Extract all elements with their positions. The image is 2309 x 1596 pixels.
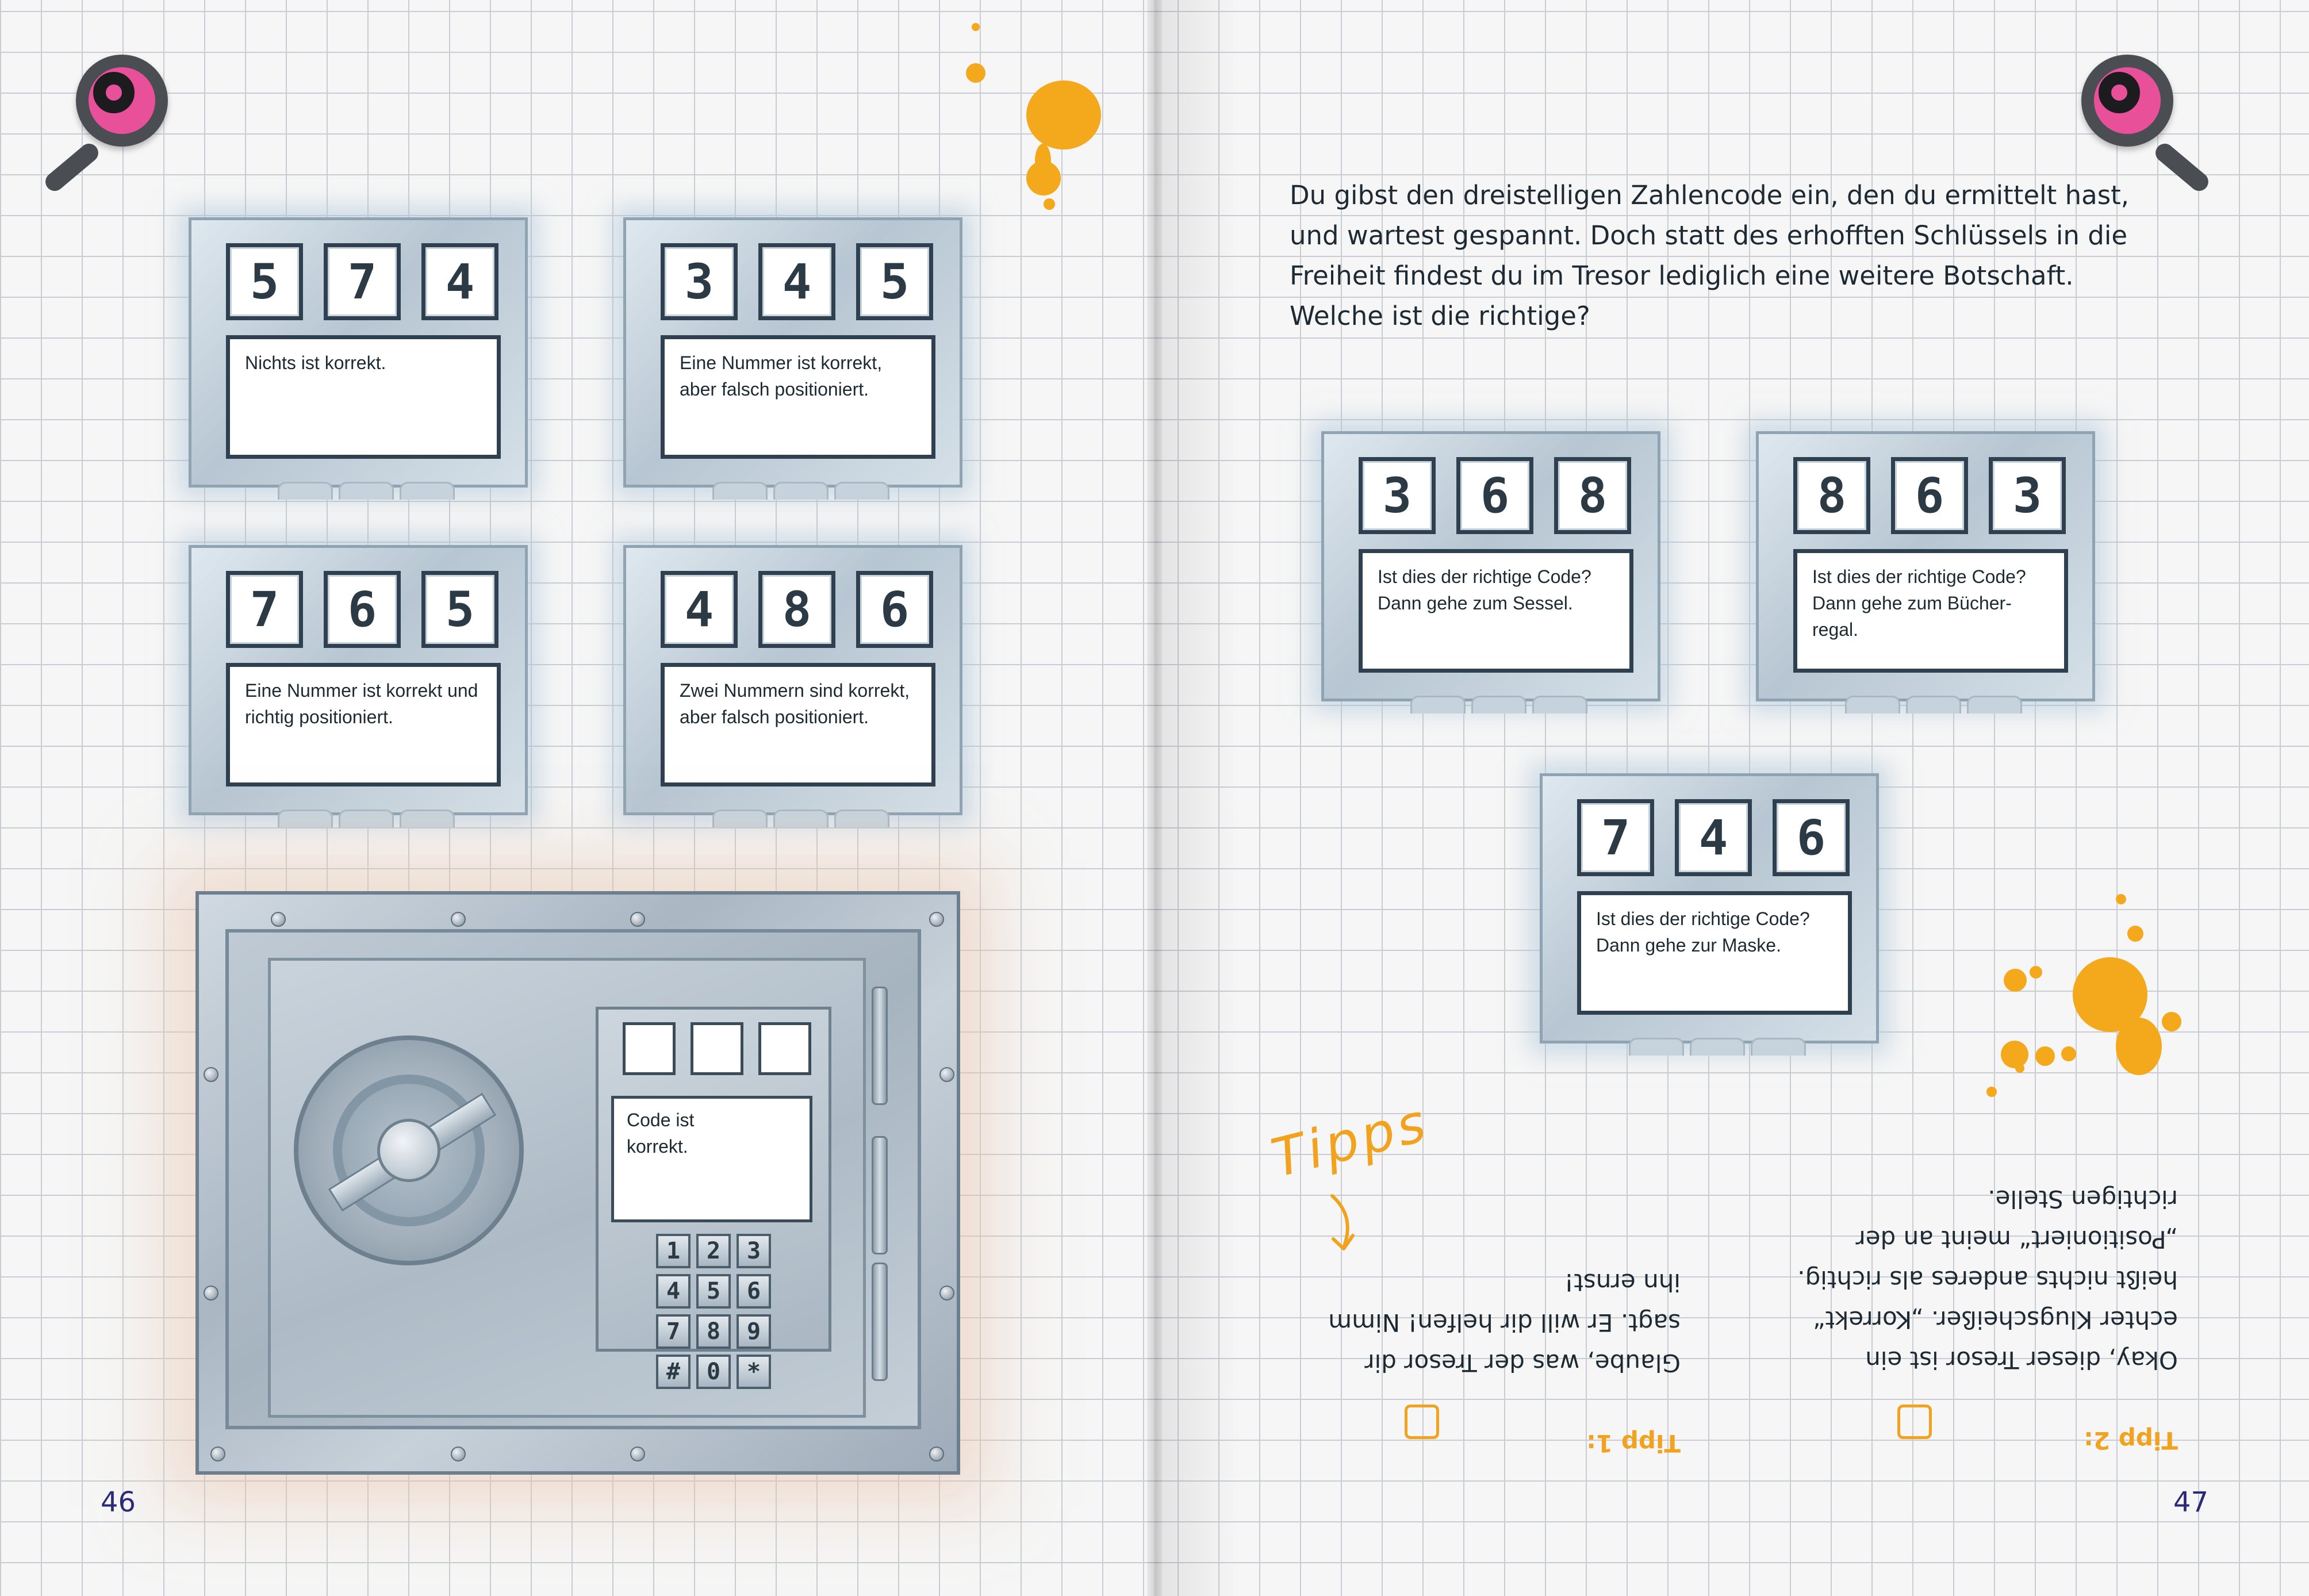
page-number: 46 [101,1486,136,1518]
code-panel [1540,773,1879,1043]
code-digit: 5 [421,571,498,648]
code-panel [623,217,962,488]
magnifier-icon [40,55,172,193]
code-digit: 8 [1554,457,1631,534]
code-panel [1756,431,2095,701]
keypad-key: 2 [696,1234,731,1268]
keypad-key: 5 [696,1274,731,1309]
book-gutter [1147,0,1162,1596]
safe-screen: Code ist korrekt. [611,1096,812,1222]
panel-message: Ist dies der richtige Code? Dann gehe zur Maske. [1577,891,1852,1015]
tip-label: Tipp 2: [2084,1426,2178,1455]
code-digit: 6 [324,571,401,648]
tip-text: Okay, dieser Tresor ist ein echter Klugscheißer. „Korrekt“ heißt nichts anderes als richtig. „Positioniert“ meint an der richtigen Stelle. [1797,1185,2178,1374]
code-digit: 3 [1989,457,2066,534]
keypad-key: 1 [656,1234,691,1268]
tip-2 [1775,1179,2178,1501]
code-digit: 4 [758,243,835,320]
safe-wheel [294,1035,524,1265]
panel-message: Eine Nummer ist korrekt, aber falsch positioniert. [661,335,935,459]
arrow-down-icon [1325,1193,1360,1256]
code-digit: 6 [1773,799,1850,876]
code-digit: 5 [856,243,933,320]
panel-message: Eine Nummer ist korrekt und richtig positioniert. [226,663,501,787]
code-digit: 5 [226,243,303,320]
page-number: 47 [2173,1486,2209,1518]
safe-keypad [596,1007,831,1385]
keypad-key: * [737,1355,771,1389]
keypad-key: 4 [656,1274,691,1309]
keypad-key: 9 [737,1314,771,1349]
keypad-key: # [656,1355,691,1389]
code-digit: 4 [1675,799,1752,876]
code-digit: 7 [324,243,401,320]
panel-message: Ist dies der richtige Code? Dann gehe zum Bücher- regal. [1793,549,2068,673]
tip-1 [1290,1262,1681,1503]
code-digit: 4 [661,571,738,648]
tip-text: Glaube, was der Tresor dir sagt. Er will dir helfen! Nimm ihn ernst! [1328,1268,1681,1377]
code-digit: 7 [1577,799,1654,876]
keypad-key: 6 [737,1274,771,1309]
safe [195,891,960,1475]
code-digit: 6 [856,571,933,648]
code-panel [1321,431,1660,701]
code-digit: 8 [758,571,835,648]
keypad-key: 7 [656,1314,691,1349]
keypad-key: 8 [696,1314,731,1349]
panel-message: Zwei Nummern sind korrekt, aber falsch positioniert. [661,663,935,787]
magnifier-icon [2081,55,2214,193]
code-panel [189,545,528,815]
tip-label: Tipp 1: [1586,1429,1681,1457]
keypad-key: 0 [696,1355,731,1389]
tipps-heading: Tipps [1265,1091,1435,1190]
code-panel [189,217,528,488]
code-digit: 6 [1891,457,1968,534]
panel-message: Nichts ist korrekt. [226,335,501,459]
code-panel [623,545,962,815]
code-digit: 4 [421,243,498,320]
code-digit: 6 [1456,457,1533,534]
panel-message: Ist dies der richtige Code? Dann gehe zum Sessel. [1359,549,1633,673]
code-digit: 8 [1793,457,1870,534]
keypad-key: 3 [737,1234,771,1268]
code-digit: 7 [226,571,303,648]
code-digit: 3 [661,243,738,320]
code-digit: 3 [1359,457,1436,534]
intro-text: Du gibst den dreistelligen Zahlencode ein, den du ermittelt hast, und wartest gespannt. Doch statt des erhofften Schlüssels in die Freiheit findest du im Tresor lediglich eine weitere Botschaft. Welche ist die richtige? [1290,180,2130,331]
